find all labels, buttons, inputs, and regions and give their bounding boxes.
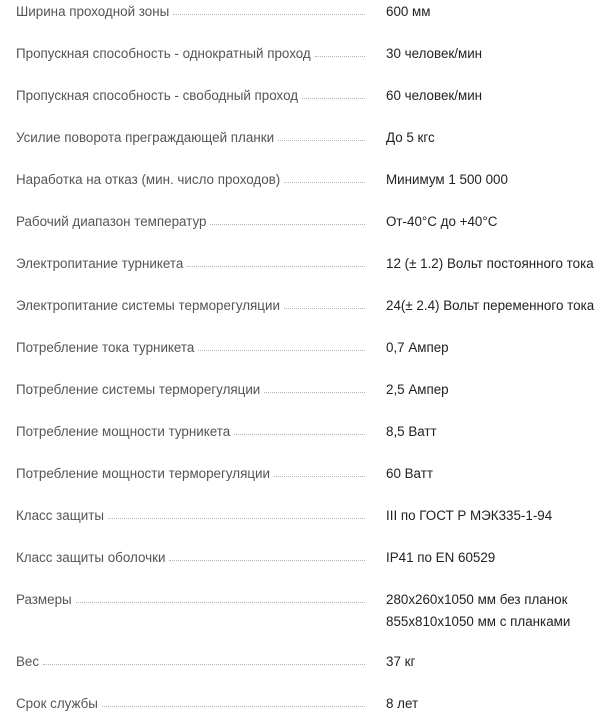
spec-value: 280х260х1050 мм без планок 855х810х1050 мм с планками (386, 592, 571, 629)
dotted-leader (274, 463, 365, 477)
dotted-leader (76, 589, 365, 603)
spec-value: 0,7 Ампер (386, 340, 449, 355)
spec-value: 60 человек/мин (386, 88, 483, 103)
spec-value: От-40°С до +40°С (386, 214, 498, 229)
dotted-leader (210, 211, 365, 225)
spec-value: III по ГОСТ Р МЭК335-1-94 (386, 508, 553, 523)
spec-label: Класс защиты оболочки (16, 550, 166, 565)
spec-label: Срок службы (16, 696, 98, 711)
spec-value: 12 (± 1.2) Вольт постоянного тока (386, 256, 594, 271)
spec-label: Потребление мощности терморегуляции (16, 466, 270, 481)
spec-value: 60 Ватт (386, 466, 433, 481)
spec-label: Наработка на отказ (мин. число проходов) (16, 172, 281, 187)
dotted-leader (187, 253, 365, 267)
dotted-leader (315, 43, 365, 57)
dotted-leader (302, 85, 365, 99)
dotted-leader (284, 295, 365, 309)
spec-value: 8 лет (386, 696, 419, 711)
spec-label: Потребление системы терморегуляции (16, 382, 261, 397)
dotted-leader (278, 127, 365, 141)
spec-value: До 5 кгс (386, 130, 435, 145)
spec-value: 600 мм (386, 4, 431, 19)
dotted-leader (234, 421, 365, 435)
spec-value: 8,5 Ватт (386, 424, 437, 439)
spec-value: 37 кг (386, 654, 416, 669)
spec-value: Минимум 1 500 000 (386, 172, 508, 187)
spec-label: Пропускная способность - однократный проход (16, 46, 311, 61)
dotted-leader (108, 505, 365, 519)
dotted-leader (169, 547, 365, 561)
dotted-leader (102, 693, 365, 707)
spec-label: Потребление мощности турникета (16, 424, 231, 439)
spec-label: Электропитание системы терморегуляции (16, 298, 280, 313)
dotted-leader (284, 169, 365, 183)
spec-value: 30 человек/мин (386, 46, 483, 61)
spec-label: Пропускная способность - свободный проход (16, 88, 299, 103)
spec-label: Потребление тока турникета (16, 340, 195, 355)
spec-value: 24(± 2.4) Вольт переменного тока (386, 298, 595, 313)
spec-label: Класс защиты (16, 508, 105, 523)
spec-label: Рабочий диапазон температур (16, 214, 207, 229)
spec-value: 2,5 Ампер (386, 382, 449, 397)
spec-label: Ширина проходной зоны (16, 4, 170, 19)
dotted-leader (264, 379, 365, 393)
dotted-leader (198, 337, 365, 351)
spec-label: Электропитание турникета (16, 256, 184, 271)
dotted-leader (173, 1, 365, 15)
dotted-leader (43, 651, 365, 665)
spec-label: Размеры (16, 592, 72, 607)
spec-value: IP41 по EN 60529 (386, 550, 496, 565)
spec-label: Вес (16, 654, 40, 669)
spec-label: Усилие поворота преграждающей планки (16, 130, 275, 145)
